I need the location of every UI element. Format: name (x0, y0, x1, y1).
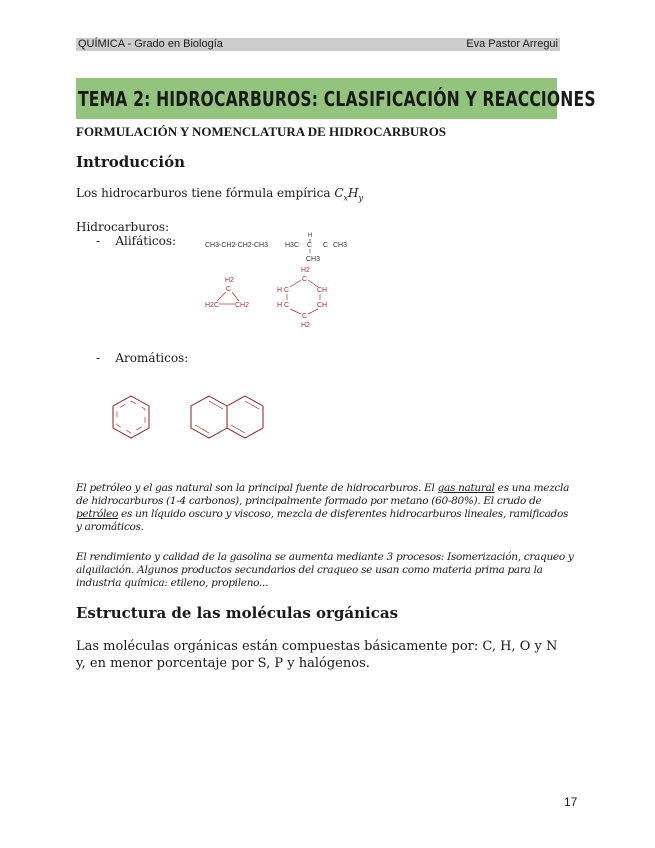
chapter-title: TEMA 2: HIDROCARBUROS: CLASIFICACIÓN Y REACCIONES (78, 87, 596, 111)
empirical-formula: $C_xH_y$ (334, 186, 364, 203)
structure-paragraph: Las moléculas orgánicas están compuestas básicamente por: C, H, O y N y, en menor porcentaje por S, P y halógenos. (76, 639, 558, 671)
isobutane-h: H (308, 233, 313, 239)
natural-gas-link[interactable]: gas natural (437, 482, 495, 494)
intro-heading: Introducción (76, 153, 186, 171)
isobutane-h3c: H3C (285, 242, 300, 249)
svg-text:C: C (302, 276, 308, 283)
isobutane-ch3: CH3 (333, 242, 348, 249)
page-header (76, 38, 560, 51)
aromatic-structures (105, 390, 280, 450)
cyclopropane-left: H2C (205, 302, 220, 309)
cyclopropane-c: C (226, 286, 232, 293)
benzene-ring (113, 396, 149, 438)
chapter-title-banner (76, 78, 596, 119)
aliphatic-structures (195, 225, 355, 335)
formula-text: Los hidrocarburos tiene fórmula empírica (76, 186, 331, 200)
page-number: 17 (564, 795, 578, 809)
butane-formula: CH3-CH2-CH2-CH3 (205, 242, 269, 249)
structure-heading: Estructura de las moléculas orgánicas (76, 604, 399, 622)
cyclohexane-top: H2 (301, 267, 310, 274)
svg-text:CH: CH (317, 287, 328, 294)
isobutane-c2: C (323, 242, 329, 249)
aromatic-bullet: - Aromáticos: (96, 351, 189, 365)
cyclohexane-bottom: H2 (301, 322, 310, 329)
gasoline-paragraph: El rendimiento y calidad de la gasolina se aumenta mediante 3 procesos: Isomerización, craqueo y alquilación. Algunos productos secundarios del craqueo se usan como materia prima para la industria química: etileno, propileno... (76, 551, 574, 589)
isobutane-ch3-bottom: CH3 (306, 256, 321, 263)
formula-line (76, 186, 363, 202)
cyclopropane-right: CH2 (235, 302, 250, 309)
hydrocarbons-label: Hidrocarburos: (76, 220, 170, 234)
svg-text:C: C (302, 313, 308, 320)
header-course: QUÍMICA - Grado en Biología (78, 38, 223, 50)
svg-text:C: C (284, 302, 290, 309)
svg-text:H: H (277, 302, 283, 309)
naphthalene-ring-right (227, 396, 263, 438)
cyclopropane-top: H2 (225, 277, 234, 284)
svg-text:C: C (284, 287, 290, 294)
naphthalene-ring-left (191, 396, 227, 438)
svg-text:H: H (277, 287, 283, 294)
header-author: Eva Pastor Arregui (466, 38, 558, 50)
aliphatic-bullet: - Alifáticos: (96, 234, 177, 248)
svg-text:CH: CH (317, 302, 328, 309)
petroleum-paragraph: El petróleo y el gas natural son la principal fuente de hidrocarburos. El gas natural es una mezcla de hidrocarburos (1-4 carbonos), principalmente formado por metano (60-80%). El crudo de petróleo es un líquido oscuro y viscoso, mezcla de disferentes hidrocarburos lineales, ramificados y aromáticos. (76, 482, 570, 533)
petroleum-link[interactable]: petróleo (76, 508, 118, 520)
isobutane-c1: C (307, 242, 313, 249)
section-subtitle: FORMULACIÓN Y NOMENCLATURA DE HIDROCARBUROS (76, 124, 447, 139)
